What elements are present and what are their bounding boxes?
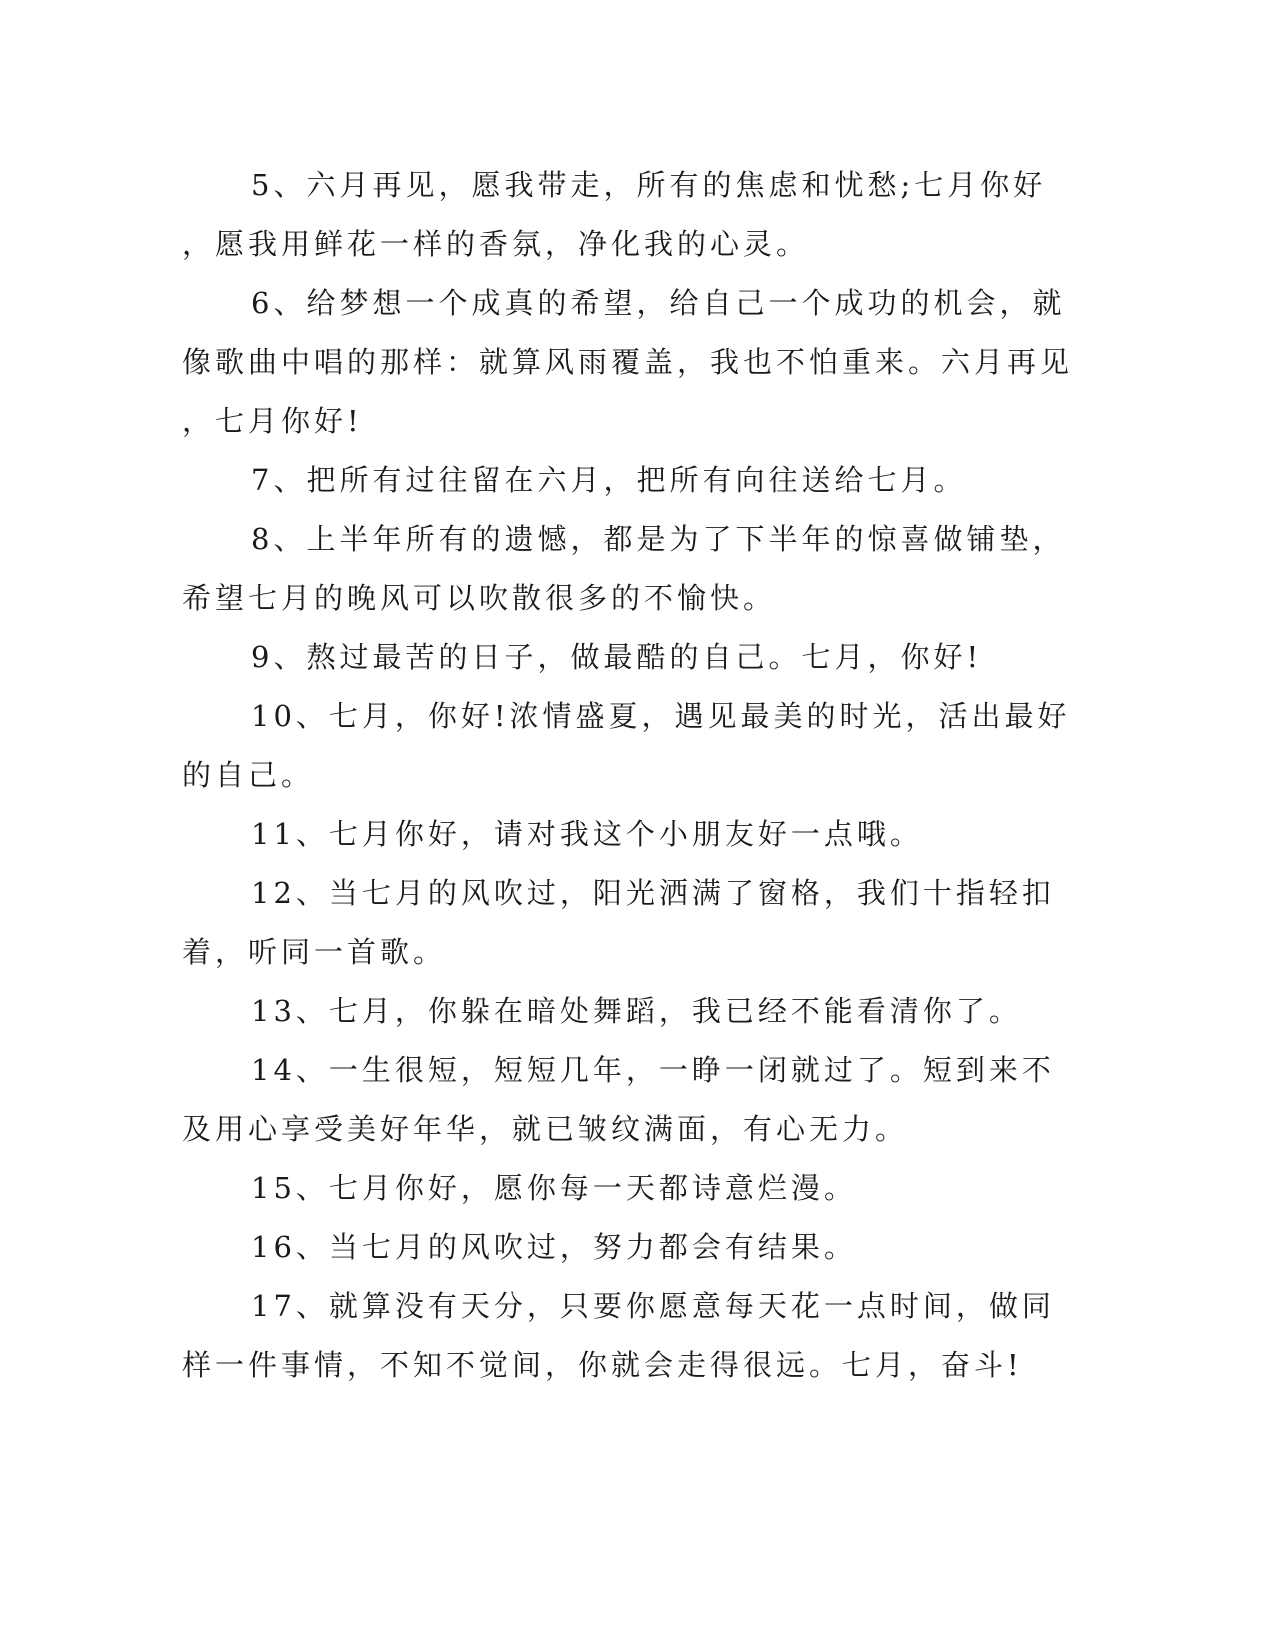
text-line: 及用心享受美好年华，就已皱纹满面，有心无力。: [182, 1112, 909, 1146]
text-line: 13、七月，你躲在暗处舞蹈，我已经不能看清你了。: [251, 994, 1022, 1028]
text-line: 6、给梦想一个成真的希望，给自己一个成功的机会，就: [251, 286, 1066, 320]
text-line: 9、熬过最苦的日子，做最酷的自己。七月，你好!: [251, 640, 983, 674]
text-line: 15、七月你好，愿你每一天都诗意烂漫。: [251, 1171, 857, 1205]
text-line: 11、七月你好，请对我这个小朋友好一点哦。: [251, 817, 923, 851]
text-line: 希望七月的晚风可以吹散很多的不愉快。: [182, 581, 777, 615]
text-line: ，七月你好!: [182, 404, 363, 438]
text-line: 的自己。: [182, 758, 315, 792]
text-line: 10、七月，你好!浓情盛夏，遇见最美的时光，活出最好: [251, 699, 1071, 733]
text-line: 16、当七月的风吹过，努力都会有结果。: [251, 1230, 857, 1264]
text-line: 7、把所有过往留在六月，把所有向往送给七月。: [251, 463, 967, 497]
text-line: 8、上半年所有的遗憾，都是为了下半年的惊喜做铺垫，: [251, 522, 1066, 556]
text-line: 像歌曲中唱的那样：就算风雨覆盖，我也不怕重来。六月再见: [182, 345, 1074, 379]
text-line: ，愿我用鲜花一样的香氛，净化我的心灵。: [182, 227, 810, 261]
text-line: 5、六月再见，愿我带走，所有的焦虑和忧愁;七月你好: [251, 168, 1047, 202]
text-line: 14、一生很短，短短几年，一睁一闭就过了。短到来不: [251, 1053, 1055, 1087]
text-line: 17、就算没有天分，只要你愿意每天花一点时间，做同: [251, 1289, 1055, 1323]
text-line: 样一件事情，不知不觉间，你就会走得很远。七月，奋斗!: [182, 1348, 1023, 1382]
text-line: 着，听同一首歌。: [182, 935, 447, 969]
document-body: [182, 156, 1082, 1395]
text-line: 12、当七月的风吹过，阳光洒满了窗格，我们十指轻扣: [251, 876, 1055, 910]
